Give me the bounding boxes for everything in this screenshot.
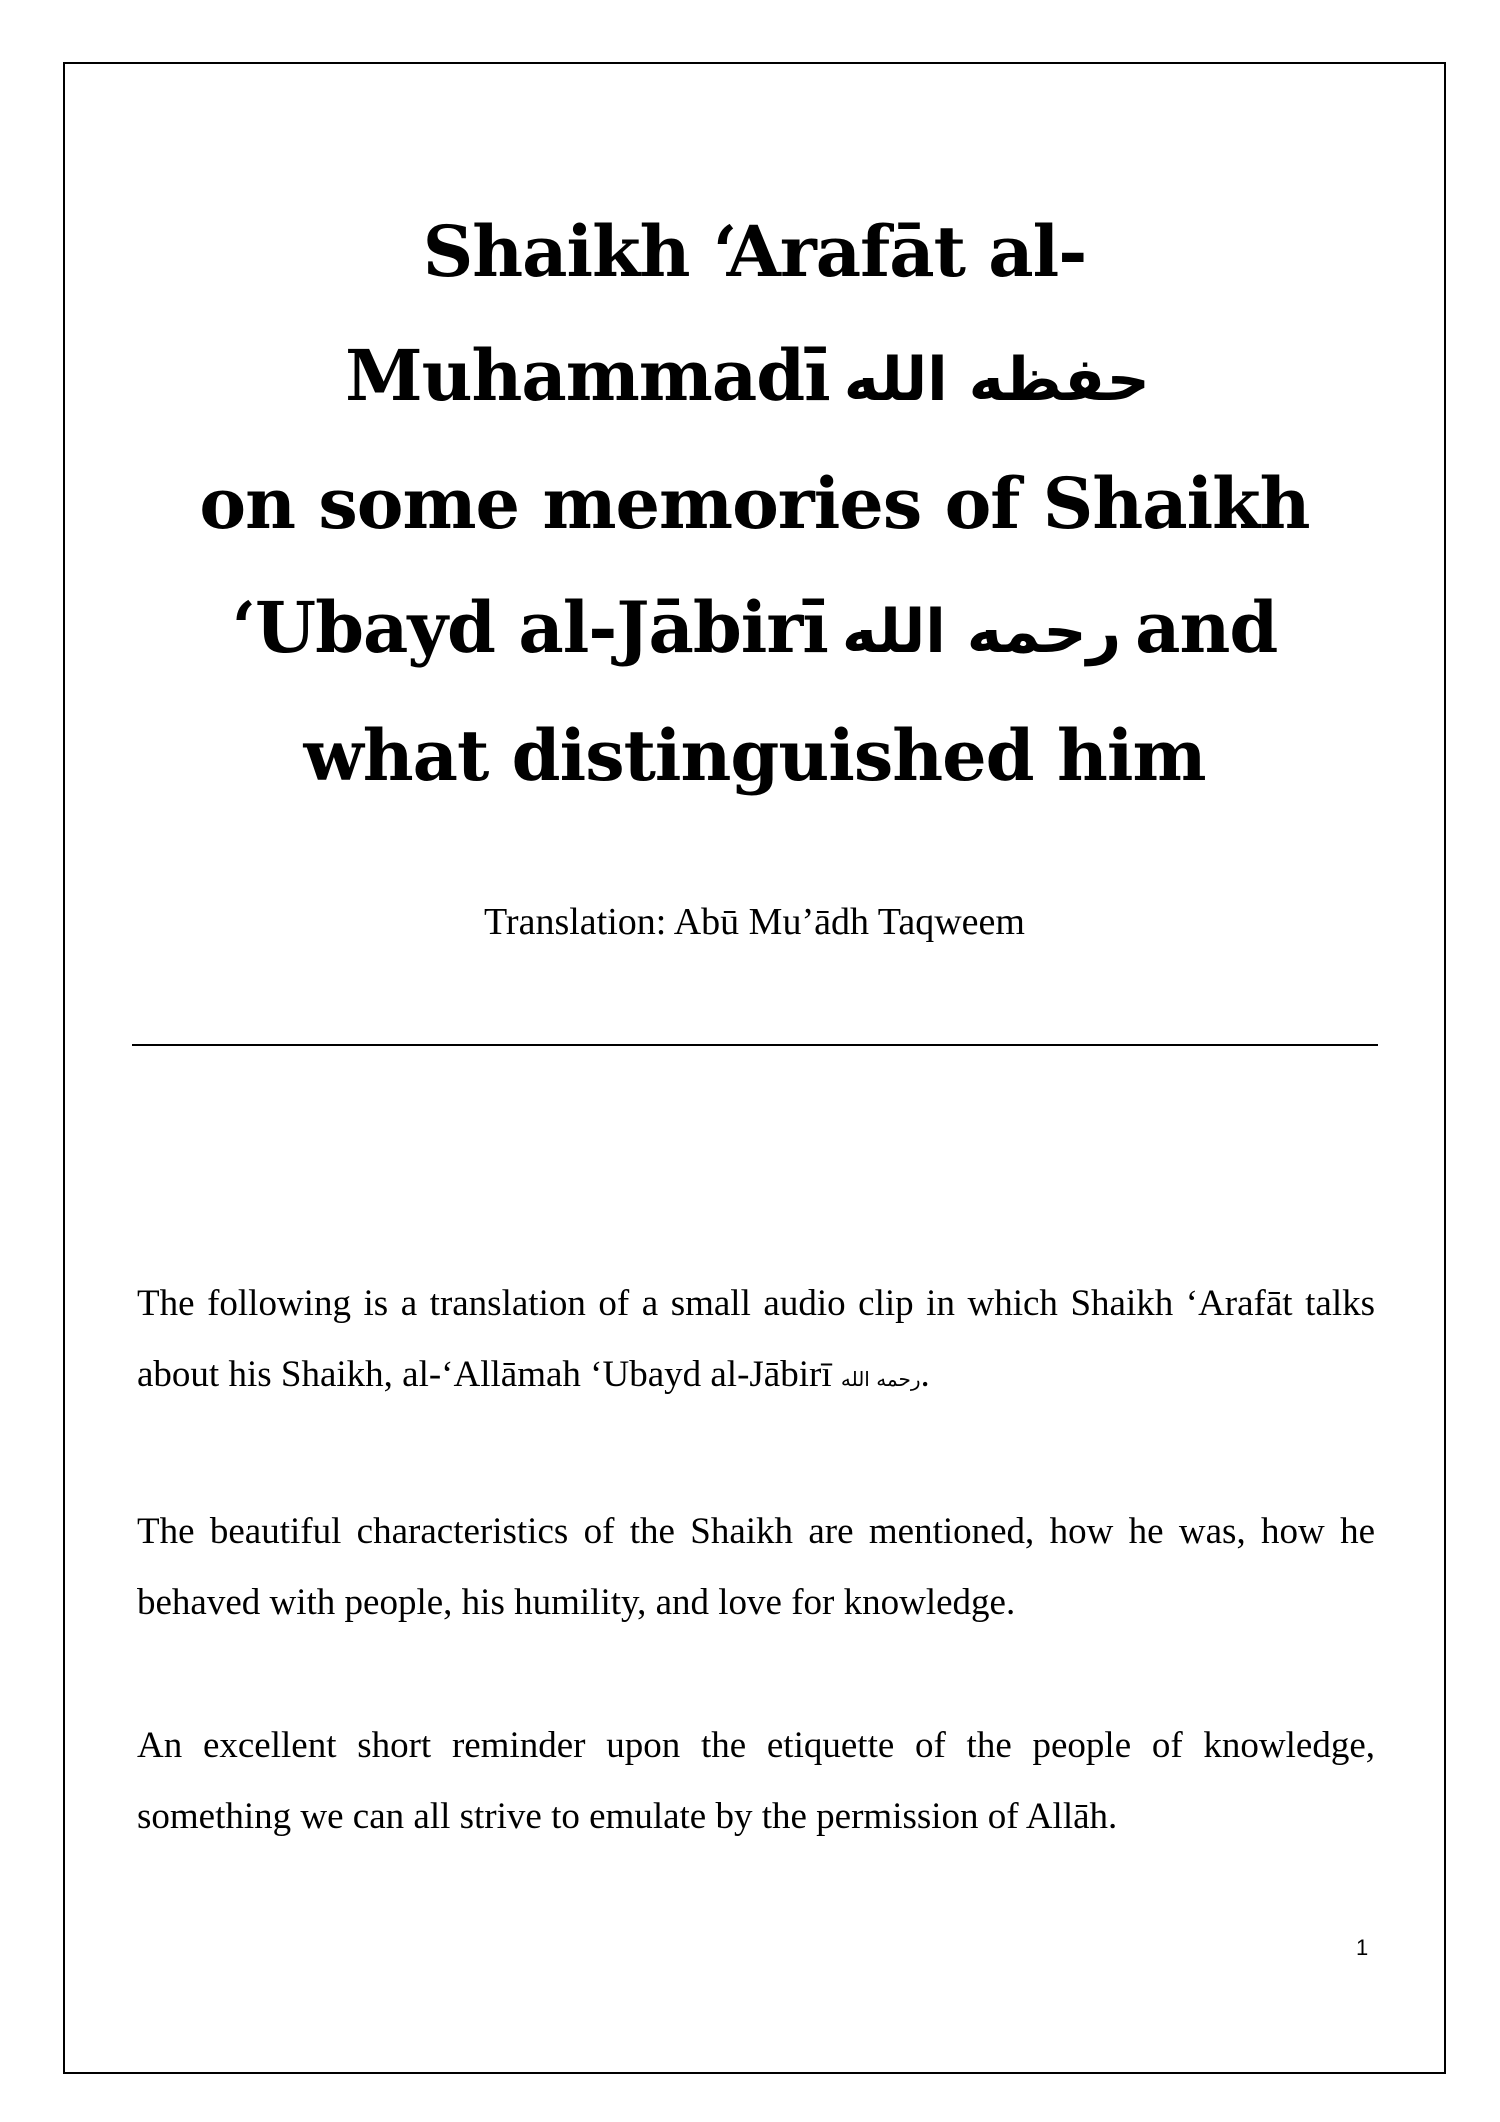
paragraph-1-end: . [920, 1354, 930, 1395]
title-line-2 [63, 314, 1446, 442]
translator-credit: Translation: Abū Mu’ādh Taqweem [484, 901, 1025, 943]
title-name-2: ‘Ubayd al-Jābirī [231, 586, 828, 669]
title-and: and [1135, 586, 1278, 669]
intro-paragraph-2: The beautiful characteristics of the Shaikh are mentioned, how he was, how he behaved with people, his humility, and love for knowledge. [137, 1511, 1375, 1623]
title-line-4 [63, 566, 1446, 694]
document-title [63, 190, 1446, 818]
paragraph-1-text: The following is a translation of a small audio clip in which Shaikh ‘Arafāt talks about his Shaikh, al-‘Allāmah ‘Ubayd al-Jābirī [137, 1283, 1375, 1395]
title-line-3: on some memories of Shaikh [199, 462, 1310, 545]
honorific-arabic-inline: رحمه الله [840, 1367, 921, 1391]
title-line-1: Shaikh ‘Arafāt al- [422, 210, 1087, 293]
honorific-arabic-2: رحمه الله [841, 597, 1122, 667]
title-name: Muhammadī [345, 334, 830, 417]
honorific-arabic: حفظه الله [843, 345, 1150, 415]
horizontal-divider [132, 1044, 1378, 1046]
page-number: 1 [1356, 1935, 1369, 1960]
intro-paragraph-3: An excellent short reminder upon the etiquette of the people of knowledge, something we can all strive to emulate by the permission of Allāh. [137, 1725, 1375, 1837]
title-line-5: what distinguished him [303, 714, 1206, 797]
intro-paragraph-1 [137, 1268, 1375, 1415]
